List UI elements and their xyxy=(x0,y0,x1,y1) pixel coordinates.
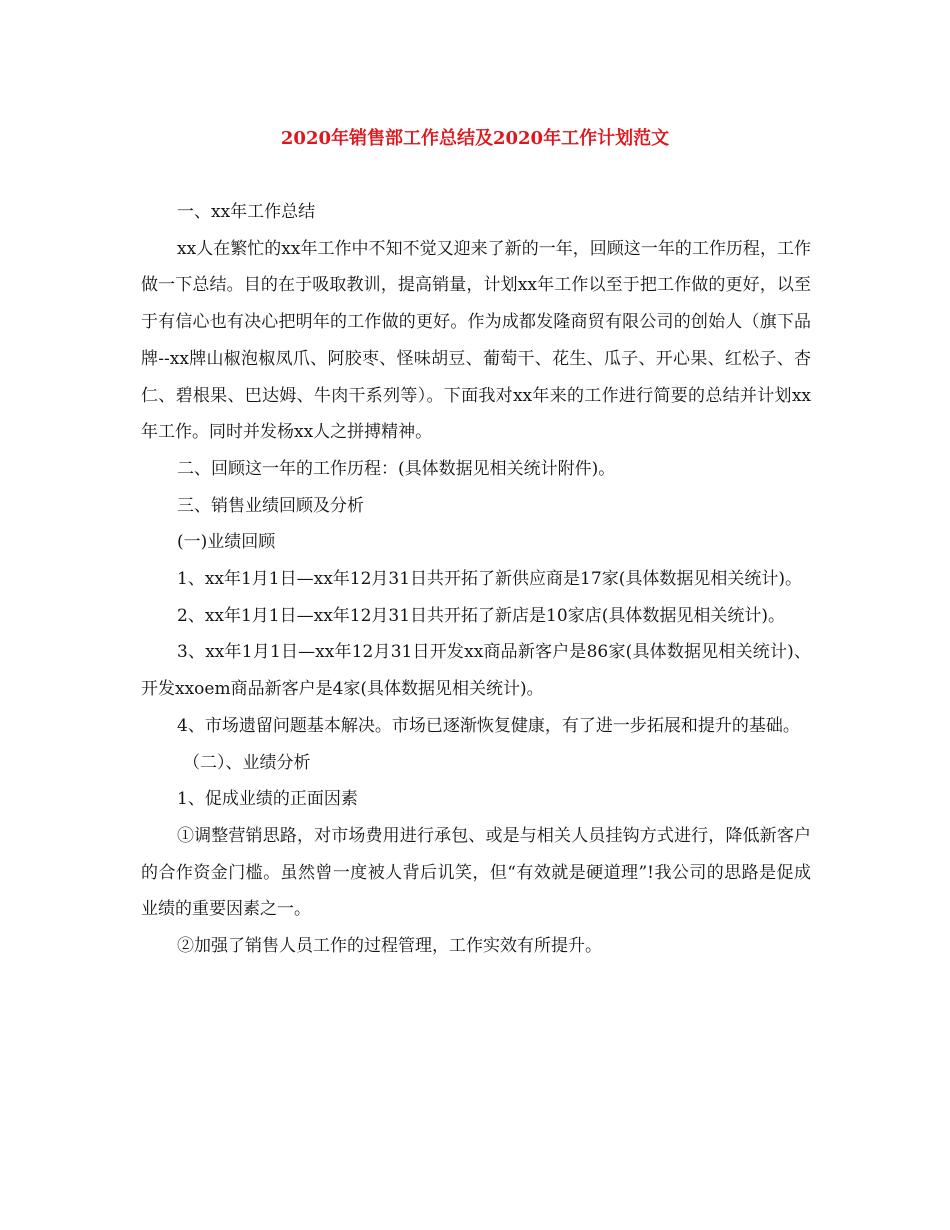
paragraph-item-2: 2、xx年1月1日—xx年12月31日共开拓了新店是10家店(具体数据见相关统计)。 xyxy=(177,605,785,626)
document-title: 2020年销售部工作总结及2020年工作计划范文 xyxy=(280,128,670,149)
paragraph-heading-sales: 三、销售业绩回顾及分析 xyxy=(177,495,364,516)
paragraph-heading-performance-analysis: （二）、业绩分析 xyxy=(183,752,311,773)
paragraph-factor-2: ②加强了销售人员工作的过程管理，工作实效有所提升。 xyxy=(177,936,602,957)
paragraph-review: 二、回顾这一年的工作历程：(具体数据见相关统计附件)。 xyxy=(177,458,616,479)
paragraph-item-3: 3、xx年1月1日—xx年12月31日开发xx商品新客户是86家(具体数据见相关统计)、开发xxoem商品新客户是4家(具体数据见相关统计)。 xyxy=(141,642,811,700)
paragraph-heading-performance-review: (一)业绩回顾 xyxy=(177,532,276,553)
paragraph-factor-1: ①调整营销思路，对市场费用进行承包、或是与相关人员挂钩方式进行，降低新客户的合作资金门槛。虽然曾一度被人背后讥笑，但“有效就是硬道理”!我公司的思路是促成业绩的重要因素之一。 xyxy=(141,825,811,920)
paragraph-item-1: 1、xx年1月1日—xx年12月31日共开拓了新供应商是17家(具体数据见相关统计)。 xyxy=(177,569,802,590)
paragraph-item-4: 4、市场遗留问题基本解决。市场已逐渐恢复健康，有了进一步拓展和提升的基础。 xyxy=(177,715,800,736)
paragraph-heading-summary: 一、xx年工作总结 xyxy=(177,202,316,222)
paragraph-intro: xx人在繁忙的xx年工作中不知不觉又迎来了新的一年，回顾这一年的工作历程，工作做一下总结。目的在于吸取教训，提高销量，计划xx年工作以至于把工作做的更好，以至于有信心也有决心把明年的工作做的更好。作为成都发隆商贸有限公司的创始人（旗下品牌--xx牌山椒泡椒凤爪、阿胶枣、怪味胡豆、葡萄干、花生、瓜子、开心果、红松子、杏仁、碧根果、巴达姆、牛肉干系列等）。下面我对xx年来的工作进行简要的总结并计划xx年工作。同时并发杨xx人之拼搏精神。 xyxy=(141,238,811,443)
document-body xyxy=(141,194,811,965)
paragraph-heading-positive-factors: 1、促成业绩的正面因素 xyxy=(177,789,358,810)
